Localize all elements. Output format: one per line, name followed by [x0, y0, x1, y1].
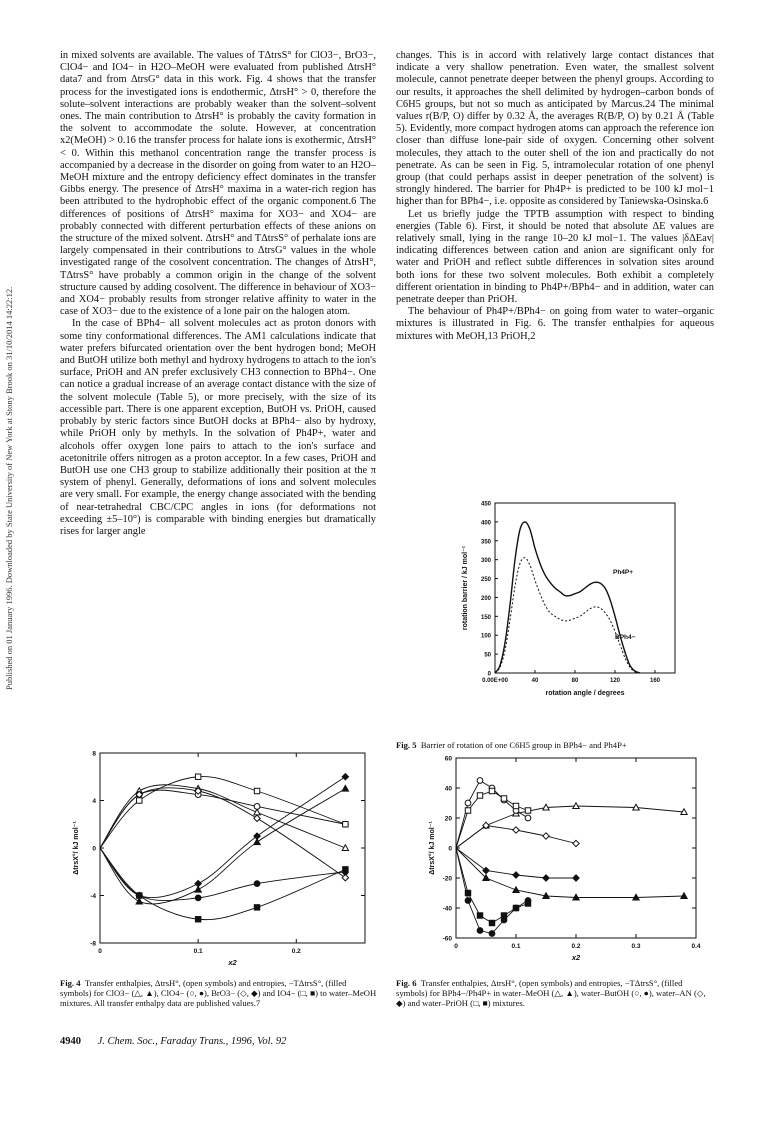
data-point: [513, 887, 519, 893]
figure-4-caption-text: Transfer enthalpies, ΔtrsH°, (open symbols) and entropies, −TΔtrsS°, (filled symbols) for ClO3− (△, ▲), ClO4− (○, ●), BrO3− (◇, ◆) and IO4− (□, ■) to water–MeOH mixtures. All transfer enthalpy data are published values.7: [60, 978, 377, 1008]
figure-6-caption-text: Transfer enthalpies, ΔtrsH°, (open symbols) and entropies, −TΔtrsS°, (filled symbols) for BPh4−/Ph4P+ in water–MeOH (△, ▲), water–ButOH (○, ●), water–AN (◇, ◆) and water–PriOH (□, ■) mixtures.: [396, 978, 706, 1008]
data-point: [342, 774, 348, 780]
x-tick-label: 0.2: [571, 943, 581, 950]
x-tick-label: 0: [98, 948, 102, 955]
data-point: [501, 796, 506, 801]
figure-5-chart: [455, 495, 685, 720]
page-number: 4940: [60, 1036, 81, 1047]
figure-5-caption: [396, 740, 714, 750]
right-column: [396, 50, 714, 343]
y-axis-label: rotation barrier / kJ mol⁻¹: [462, 545, 469, 631]
data-point: [513, 905, 518, 910]
page-footer: [60, 1036, 286, 1047]
data-point: [342, 874, 348, 880]
figure-5-caption-text: Barrier of rotation of one C6H5 group in BPh4− and Ph4P+: [420, 740, 627, 750]
y-tick-label: 20: [444, 815, 452, 823]
y-tick-label: -8: [90, 940, 96, 948]
data-point: [543, 833, 549, 839]
data-point: [465, 898, 471, 904]
data-point: [342, 845, 348, 851]
data-point: [477, 793, 482, 798]
data-point: [543, 875, 549, 881]
x-tick-label: 40: [531, 678, 539, 684]
y-tick-label: 150: [480, 614, 491, 621]
data-point: [195, 917, 200, 922]
data-point: [477, 778, 483, 784]
y-tick-label: 50: [484, 652, 491, 659]
x-axis-label: rotation angle / degrees: [545, 690, 625, 697]
x-tick-label: 0.2: [291, 948, 301, 955]
figure-6-caption: [396, 978, 714, 1008]
data-point: [513, 803, 518, 808]
data-point: [343, 822, 348, 827]
figure-4-svg: [60, 745, 375, 975]
data-point: [525, 808, 530, 813]
data-point: [254, 804, 260, 810]
y-tick-label: -20: [442, 875, 452, 883]
data-point: [525, 901, 530, 906]
data-point: [489, 788, 494, 793]
paragraph: in mixed solvents are available. The values of TΔtrsS° for ClO3−, BrO3−, ClO4− and IO4− in H2O–MeOH were evaluated from published ΔtrsH° data7 and from ΔtrsG° data in this work. Fig. 4 shows that the transfer process for the investigated ions is endothermic, ΔtrsH° > 0, therefore the solute–solvent interactions are probably weaker than the solvent–solvent ones. The main contribution to ΔtrsH° is probably the cavity formation in the solvent to accommodate the solute. However, at concentration x2(MeOH) > 0.16 the transfer process for halate ions is exothermic, ΔtrsH° < 0. Within this methanol concentration range the transfer process is accompanied by a decrease in the disorder on going from water to an H2O–MeOH mixture and the entropy deficiency effect dominates in the transfer Gibbs energy. The presence of ΔtrsH° maxima in a water-rich region has been attributed to the hydrophobic effect of the organic component.6 The differences of positions of ΔtrsH° maxima for XO3− and XO4− are probably connected with different perturbation effects of these anions on the structure of the mixed solvent. ΔtrsH° and TΔtrsS° of perhalate ions are largely compensated in their contributions to ΔtrsG° values in the whole investigated range of the cosolvent concentration. The changes of ΔtrsH°, TΔtrsS° have probably a common origin in the change of the solvent structure caused by adding cosolvent. The difference in behaviour of XO3− and XO4− probably results from stronger relative affinity to water in the case of XO3− due to the existence of a lone pair on the halogen atom.: [60, 50, 376, 318]
y-tick-label: -40: [442, 905, 452, 913]
x-tick-label: 80: [571, 678, 579, 684]
series-line: [100, 848, 345, 920]
figure-6-chart: [396, 750, 711, 975]
data-point: [513, 872, 519, 878]
x-tick-label: 0.4: [691, 943, 701, 950]
data-point: [254, 833, 260, 839]
series-line: [100, 789, 345, 904]
data-point: [343, 867, 348, 872]
data-point: [342, 785, 348, 791]
series-line: [495, 522, 640, 673]
x-tick-label: 0.1: [193, 948, 203, 955]
figure-5-svg: [455, 495, 685, 720]
y-tick-label: 400: [480, 520, 491, 527]
data-point: [195, 774, 200, 779]
data-point: [254, 809, 260, 815]
x-tick-label: 0.3: [631, 943, 641, 950]
x-tick-label: 0.1: [511, 943, 521, 950]
y-tick-label: 450: [480, 501, 491, 508]
y-tick-label: -4: [90, 893, 96, 900]
data-point: [489, 931, 495, 937]
paragraph: Let us briefly judge the TPTB assumption with respect to binding energies (Table 6). First, it should be noted that absolute ΔE values are relatively small, lying in the range 10–20 kJ mol−1. The values |δΔEav| indicating differences between cation and anion are significant only for water and PriOH and reflect subtle differences in solvation sites around both ions for these two solvent molecules. Both exhibit a completely different orientation in binding to Ph4P+/BPh4− and in addition, water can penetrate deeper than PriOH.: [396, 208, 714, 306]
data-point: [254, 905, 259, 910]
figure-6-number: Fig. 6: [396, 978, 417, 988]
y-tick-label: 100: [480, 633, 491, 640]
data-point: [254, 815, 260, 821]
series-line: [100, 777, 345, 848]
paragraph: In the case of BPh4− all solvent molecules act as proton donors with some tiny conformational differences. The AM1 calculations indicate that water prefers bifurcated orientation over the bent hydrogen bond; MeOH and ButOH utilize both methyl and hydroxy hydrogens to attach to the ion's surface, PriOH and AN prefer exclusively CH3 connection to BPh4−. One can notice a gradual increase of an average contact distance with the size of the solvent molecule (Table 5), or more precisely, with the size of its accessible part. There is one apparent exception, ButOH vs. PriOH, caused probably by steric factors since ButOH docks at BPh4− also by hydroxy, while PriOH only by methyls. In the solvation of Ph4P+, water and alcohols offer oxygen lone pairs to attach to the ion's surface and acetonitrile offers nitrogen as a proton acceptor. In a few cases, PriOH and ButOH use one CH3 group to stabilize additionally their position at the π system of phenyl. Generally, deformations of ions and solvent molecules are very small. For example, the energy change associated with the bending of near-tetrahedral CBC/CPC angles in ions (for deformations not exceeding ±5–10°) is comparable with binding energies but dramatically rises for larger angle: [60, 318, 376, 537]
x-axis-label: x2: [571, 953, 581, 962]
y-tick-label: 8: [92, 750, 96, 758]
data-point: [137, 893, 142, 898]
download-watermark: Published on 01 January 1996. Downloaded by State University of New York at Stony Brook on 31/10/2014 14:22:12.: [4, 286, 14, 690]
data-point: [501, 913, 506, 918]
data-point: [477, 913, 482, 918]
paragraph: changes. This is in accord with relatively large contact distances that indicate a very shallow penetration. Even water, the smallest solvent molecule, cannot penetrate deeper between the phenyl groups. According to our results, it approaches the shell delimited by hydrogen–carbon bonds of C6H5 groups, but not so much as anticipated by Marcus.24 The minimal values r(B/P, O) differ by 0.32 Å, the averages R(B/P, O) by 0.21 Å (Table 5). Evidently, more compact hydrogen atoms can approach the reference ion closer than diffuse lone-pair side of oxygen. Concerning other solvent molecules, they attach to the outer shell of the ion and practically do not penetrate. As can be seen in Fig. 5, intramolecular rotation of one phenyl group (that could perhaps assist in deeper penetration of the solvent) is strongly hindered. The barrier for Ph4P+ is predicted to be 100 kJ mol−1 higher than for BPh4−, i.e. opposite as considered by Taniewska-Osinska.6: [396, 50, 714, 208]
data-point: [195, 895, 201, 901]
y-tick-label: 350: [480, 539, 491, 546]
data-point: [254, 881, 260, 887]
data-point: [477, 928, 483, 934]
series-line: [456, 848, 684, 898]
data-point: [465, 808, 470, 813]
figure-5-number: Fig. 5: [396, 740, 417, 750]
plot-frame: [100, 753, 365, 943]
figure-4-caption: [60, 978, 378, 1008]
paragraph: The behaviour of Ph4P+/BPh4− on going from water to water–organic mixtures is illustrated in Fig. 6. The transfer enthalpies for aqueous mixtures with MeOH,13 PriOH,2: [396, 306, 714, 342]
data-point: [465, 800, 471, 806]
data-point: [525, 815, 531, 821]
x-axis-label: x2: [228, 958, 237, 967]
data-point: [137, 798, 142, 803]
left-column: [60, 50, 376, 538]
data-point: [489, 920, 494, 925]
y-tick-label: 200: [480, 595, 491, 602]
data-point: [513, 827, 519, 833]
data-point: [465, 890, 470, 895]
y-tick-label: 0: [92, 845, 96, 853]
y-axis-label: ΔtrsX°/ kJ mol⁻¹: [73, 821, 80, 875]
y-tick-label: 40: [444, 785, 452, 793]
x-tick-label: 160: [649, 678, 661, 684]
figure-4-chart: [60, 745, 375, 975]
journal-citation: J. Chem. Soc., Faraday Trans., 1996, Vol. 92: [97, 1036, 287, 1047]
y-tick-label: 4: [92, 798, 96, 805]
data-point: [195, 880, 201, 886]
y-tick-label: 300: [480, 558, 491, 565]
series-label-bph4: BPh4−: [615, 634, 636, 641]
y-axis-label: ΔtrsX°/ kJ mol⁻¹: [429, 821, 436, 875]
x-tick-label: 120: [609, 678, 621, 684]
y-tick-label: 0: [448, 845, 452, 853]
x-tick-label: 0.00E+00: [482, 678, 508, 684]
y-tick-label: 60: [444, 755, 452, 763]
data-point: [573, 875, 579, 881]
data-point: [254, 788, 259, 793]
y-tick-label: 0: [487, 671, 491, 678]
y-tick-label: 250: [480, 577, 491, 584]
figure-6-svg: [396, 750, 711, 975]
y-tick-label: -60: [442, 935, 452, 943]
series-label-ph4p: Ph4P+: [613, 569, 634, 577]
figure-4-number: Fig. 4: [60, 978, 81, 988]
data-point: [573, 840, 579, 846]
x-tick-label: 0: [454, 943, 458, 950]
